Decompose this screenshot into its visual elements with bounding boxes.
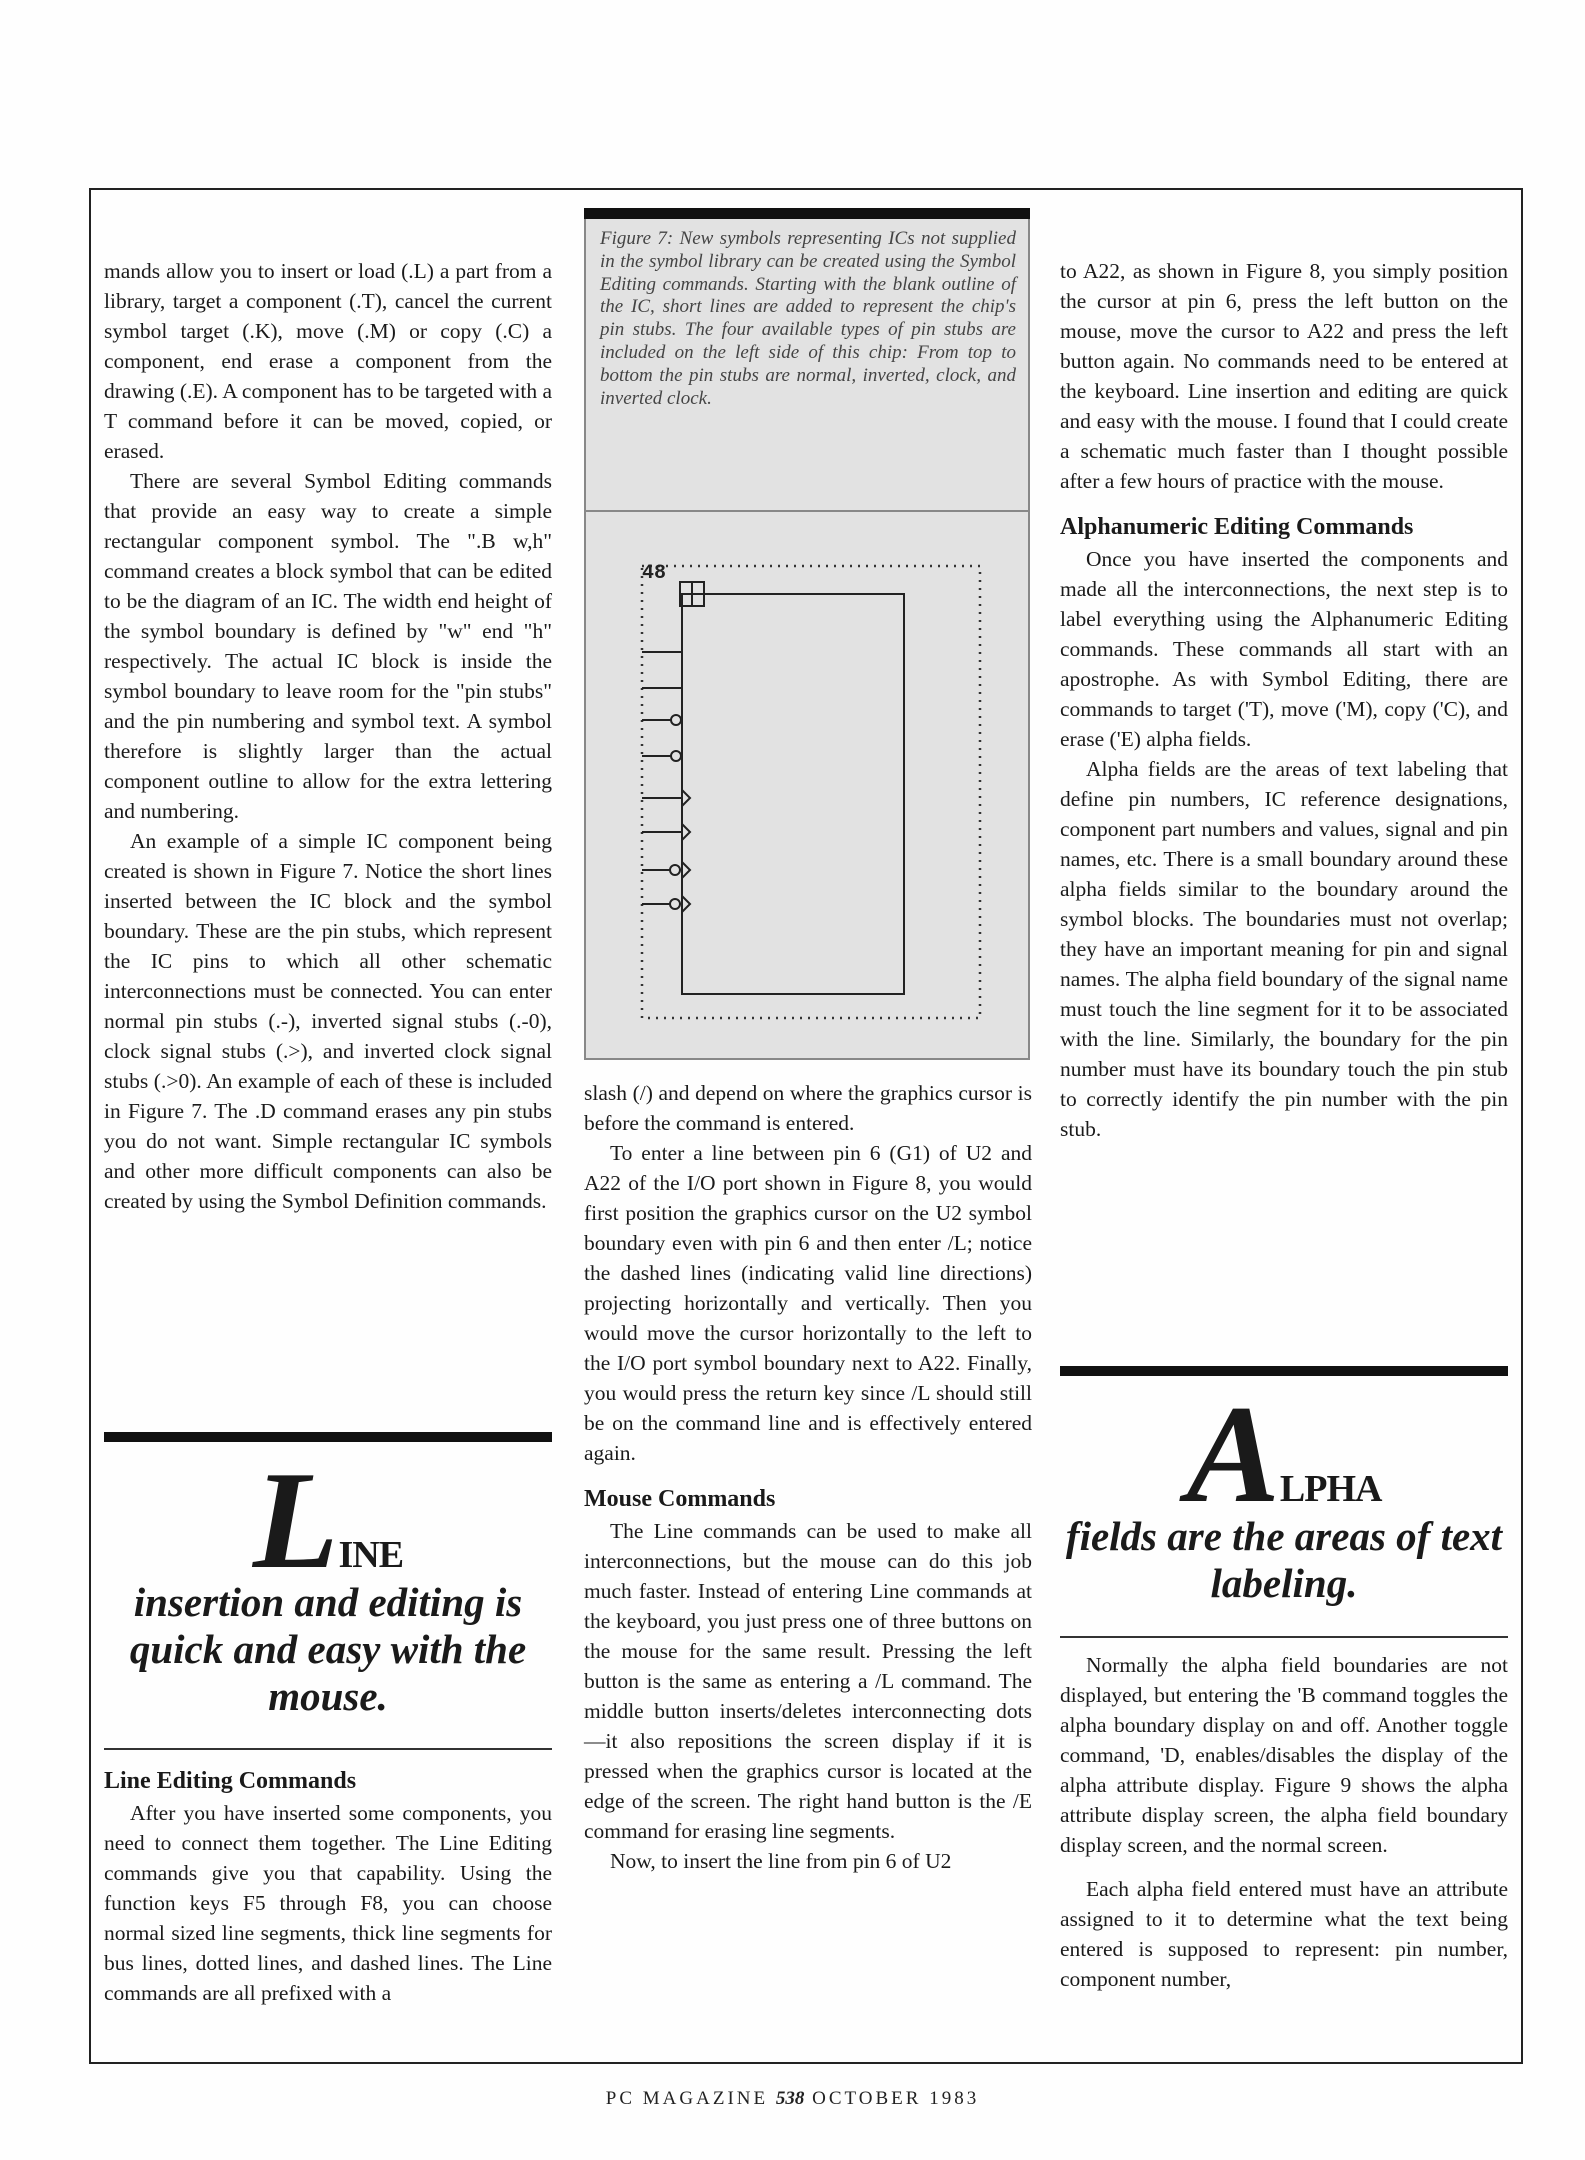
inverted-bubble [670, 899, 680, 909]
section-heading: Alphanumeric Editing Commands [1060, 514, 1414, 540]
section-heading: Mouse Commands [584, 1486, 776, 1512]
paragraph: To enter a line between pin 6 (G1) of U2 and A22 of the I/O port shown in Figure 8, you would first position the graphics cursor on the U2 symbol boundary even with pin 6 and then enter /L; notice the dashed lines (indicating valid line directions) projecting horizontally and vertically. Then you would move the cursor horizontally to the left to the I/O port symbol boundary next to A22. Finally, you would press the return key since /L should still be on the command line and is effectively entered again. [584, 1141, 1032, 1465]
ic-block [682, 594, 904, 994]
pull-quote-text: insertion and editing is quick and easy with the mouse. [129, 1579, 527, 1719]
paragraph: Each alpha field entered must have an attribute assigned to it to determine what the text being entered is supposed to represent: pin number, component number, [1060, 1877, 1508, 1991]
pull-quote-rule-bottom [104, 1748, 552, 1750]
column-3 [1060, 256, 1508, 1144]
magazine-name: PC MAGAZINE [605, 2088, 769, 2109]
pull-quote-rule-top [1060, 1366, 1508, 1376]
paragraph: After you have inserted some components, you need to connect them together. The Line Editing commands give you that capability. Using the function keys F5 through F8, you can choose normal sized line segments, thick line segments for bus lines, dotted lines, and dashed lines. The Line commands are all prefixed with a [104, 1801, 552, 2005]
inverted-bubble [670, 865, 680, 875]
clock-marker [682, 896, 690, 912]
symbol-boundary [642, 566, 980, 1018]
paragraph: An example of a simple IC component being created is shown in Figure 7. Notice the short lines inserted between the IC block and the symbol boundary. These are the pin stubs, which represent the IC pins to which all other schematic interconnections must be connected. You can enter normal pin stubs (.-), inverted signal stubs (.-0), clock signal stubs (.>), and inverted clock signal stubs (.>0). An example of each of these is included in Figure 7. The .D command erases any pin stubs you do not want. Simple rectangular IC symbols and other more difficult components can also be created by using the Symbol Definition commands. [104, 829, 552, 1213]
issue-date: OCTOBER 1983 [812, 2088, 980, 2109]
clock-marker [682, 824, 690, 840]
paragraph: mands allow you to insert or load (.L) a part from a library, target a component (.T), cancel the current symbol target (.K), move (.M) or copy (.C) a component, end erase a component from the drawing (.E). A component has to be targeted with a T command before it can be moved, copied, or erased. [104, 259, 553, 463]
paragraph: to A22, as shown in Figure 8, you simply position the cursor at pin 6, press the left button on the mouse, move the cursor to A22 and press the left button again. No commands need to be entered at the keyboard. Line insertion and editing are quick and easy with the mouse. I found that I could create a schematic much faster than I thought possible after a few hours of practice with the mouse. [1060, 259, 1508, 493]
column-2 [584, 1078, 1032, 1876]
pull-quote-drop-rest: INE [338, 1534, 404, 1576]
pull-quote-text: fields are the areas of text labeling. [1065, 1513, 1503, 1606]
figure-7 [584, 208, 1030, 1060]
pin-label: 48 [642, 562, 667, 585]
paragraph: The Line commands can be used to make all interconnections, but the mouse can do this job much faster. Instead of entering Line commands at the keyboard, you just press one of three buttons on the mouse for the same result. Pressing the left button is the same as entering a /L command. The middle button inserts/deletes interconnecting dots—it also repositions the screen display if it is pressed when the graphics cursor is located at the edge of the screen. The right hand button is the /E command for erasing line segments. [584, 1519, 1032, 1843]
pull-quote-heading [1060, 1377, 1508, 1532]
pull-quote-heading [104, 1443, 552, 1598]
pull-quote-line [104, 1443, 552, 1720]
paragraph: Normally the alpha field boundaries are not displayed, but entering the 'B command toggles the alpha boundary display on and off. Another toggle command, 'D, enables/disables the display of the alpha attribute display. Figure 9 shows the alpha attribute display screen, the alpha field boundary display screen, and the normal screen. [1060, 1653, 1508, 1857]
pull-quote-rule-top [104, 1432, 552, 1442]
inverted-bubble [671, 715, 681, 725]
paragraph: Once you have inserted the components and made all the interconnections, the next step is to label everything using the Alphanumeric Editing commands. These commands all start with an apostrophe. As with Symbol Editing, there are commands to target ('T), move ('M), copy ('C), and erase ('E) alpha fields. [1060, 547, 1508, 751]
pull-quote-alpha [1060, 1377, 1508, 1607]
inverted-bubble [671, 751, 681, 761]
clock-marker [682, 862, 690, 878]
paragraph: There are several Symbol Editing commands that provide an easy way to create a simple rectangular component symbol. The ".B w,h" command creates a block symbol that can be edited to be the diagram of an IC. The width end height of the symbol boundary is defined by "w" end "h" respectively. The actual IC block is inside the symbol boundary to leave room for the "pin stubs" and the pin numbering and symbol text. A symbol therefore is slightly larger than the actual component outline to allow for the extra lettering and numbering. [104, 469, 552, 823]
figure-divider [586, 510, 1028, 512]
clock-marker [682, 790, 690, 806]
paragraph: slash (/) and depend on where the graphics cursor is before the command is entered. [584, 1081, 1032, 1135]
page-footer [0, 2088, 1585, 2110]
figure-top-bar [584, 208, 1030, 219]
pull-quote-drop-cap: L [252, 1443, 339, 1598]
pull-quote-drop-rest: LPHA [1279, 1468, 1382, 1510]
figure-caption: Figure 7: New symbols representing ICs not supplied in the symbol library can be created using the Symbol Editing commands. Starting with the blank outline of the IC, short lines are added to represent the chip's pin stubs. The four available types of pin stubs are included on the left side of this chip: From top to bottom the pin stubs are normal, inverted, clock, and inverted clock. [600, 228, 1016, 409]
column-3-lower [1060, 1650, 1508, 1994]
column-1-lower [104, 1764, 552, 2008]
page-number: 538 [775, 2088, 805, 2109]
paragraph: Now, to insert the line from pin 6 of U2 [610, 1849, 952, 1873]
pull-quote-drop-cap: A [1186, 1377, 1280, 1532]
column-1 [104, 256, 552, 1216]
pull-quote-rule-bottom [1060, 1636, 1508, 1638]
ic-symbol-diagram [586, 514, 1028, 1054]
paragraph: Alpha fields are the areas of text labeling that define pin numbers, IC reference designations, component part numbers and values, signal and pin names, etc. There is a small boundary around these alpha fields similar to the boundary around the symbol blocks. The boundaries must not overlap; they have an important meaning for pin and signal names. The alpha field boundary of the signal name must touch the line segment for it to be associated with the line. Similarly, the boundary for the pin number must have its boundary touch the pin stub to correctly identify the pin number with the pin stub. [1060, 757, 1508, 1141]
section-heading: Line Editing Commands [104, 1768, 357, 1794]
